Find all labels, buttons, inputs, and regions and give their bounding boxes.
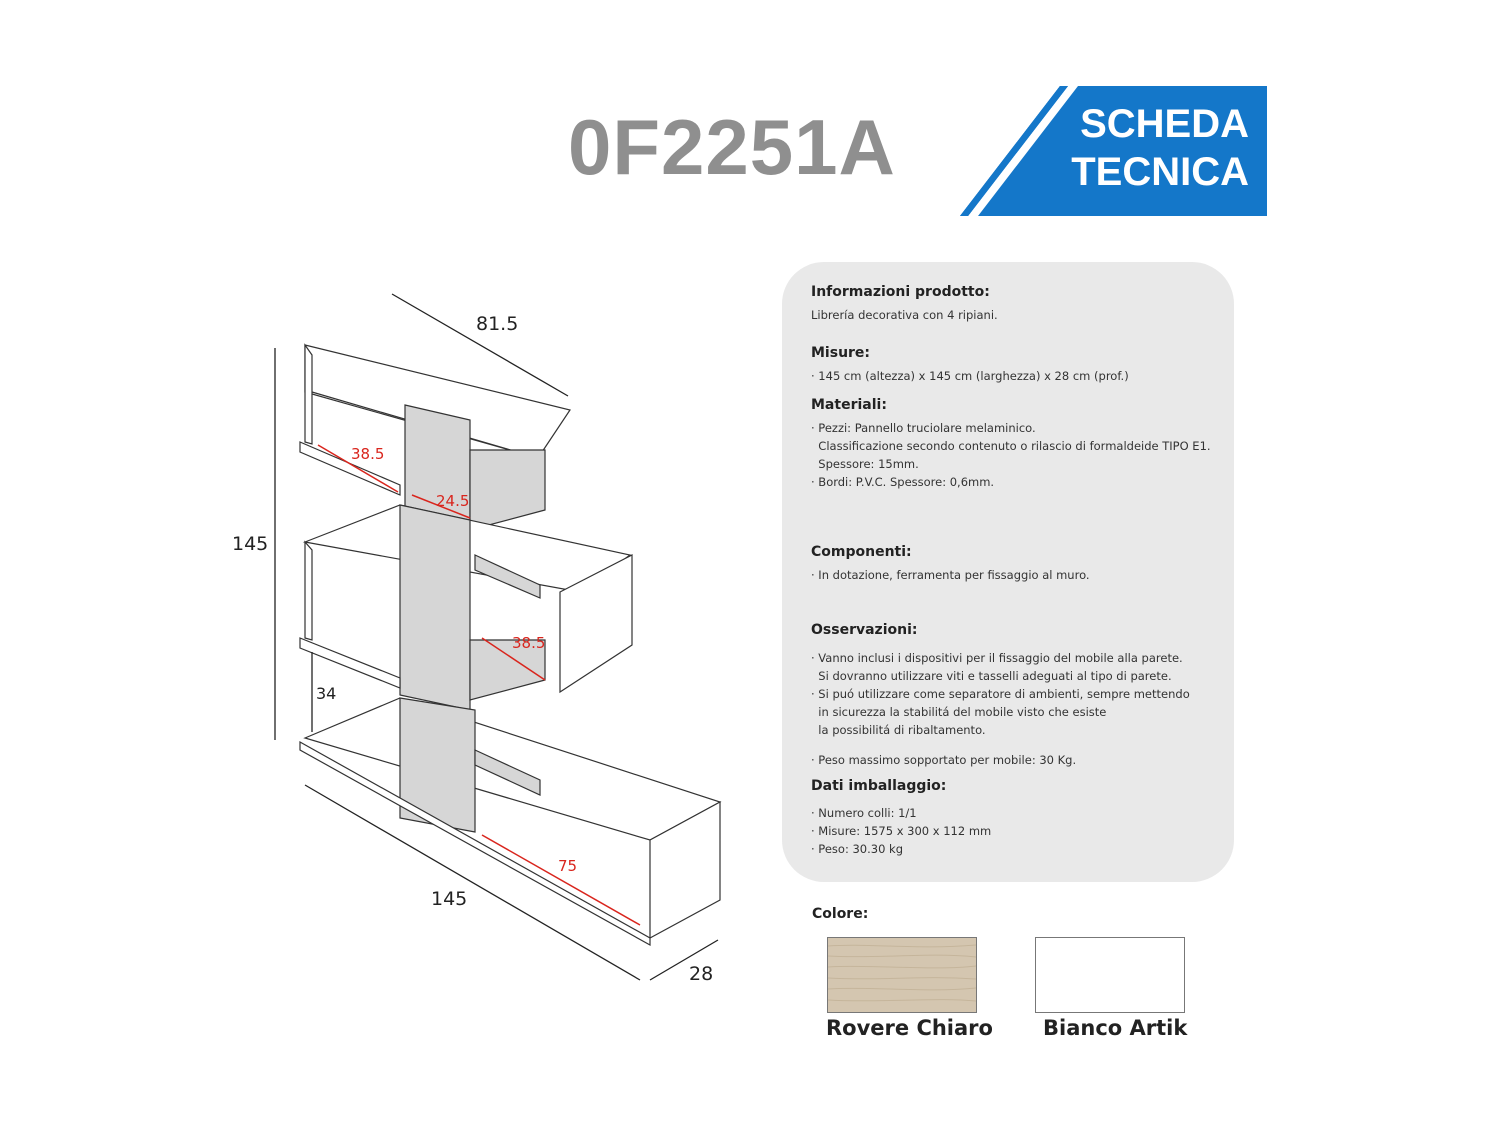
section-title-info: Informazioni prodotto: bbox=[811, 284, 990, 300]
dim-shelf-height: 34 bbox=[316, 684, 337, 703]
osservazioni-line: · Vanno inclusi i dispositivi per il fissaggio del mobile alla parete. bbox=[811, 651, 1183, 665]
dim-inner-depth-top: 38.5 bbox=[351, 445, 385, 463]
dim-depth: 28 bbox=[689, 963, 714, 985]
imballaggio-line: · Peso: 30.30 kg bbox=[811, 842, 904, 856]
imballaggio-line: · Misure: 1575 x 300 x 112 mm bbox=[811, 824, 992, 838]
dim-bottom-inner: 75 bbox=[558, 857, 578, 875]
misure-line: · 145 cm (altezza) x 145 cm (larghezza) x 28 cm (prof.) bbox=[811, 369, 1129, 383]
componenti-line: · In dotazione, ferramenta per fissaggio al muro. bbox=[811, 568, 1090, 582]
osservazioni-line: · Peso massimo sopportato per mobile: 30 Kg. bbox=[811, 753, 1077, 767]
materiali-line: Classificazione secondo contenuto o rilascio di formaldeide TIPO E1. bbox=[811, 439, 1211, 453]
section-title-materiali: Materiali: bbox=[811, 397, 887, 413]
swatch-label-bianco: Bianco Artik bbox=[1043, 1016, 1188, 1040]
section-title-componenti: Componenti: bbox=[811, 544, 912, 560]
product-code: 0F2251A bbox=[568, 103, 896, 191]
osservazioni-line: Si dovranno utilizzare viti e tasselli adeguati al tipo di parete. bbox=[811, 669, 1172, 683]
materiali-line: · Bordi: P.V.C. Spessore: 0,6mm. bbox=[811, 475, 995, 489]
osservazioni-line: · Si puó utilizzare come separatore di ambienti, sempre mettendo bbox=[811, 687, 1190, 701]
info-panel bbox=[782, 262, 1234, 882]
dim-total-width: 145 bbox=[431, 888, 468, 910]
section-title-osservazioni: Osservazioni: bbox=[811, 622, 918, 638]
badge-line-2: TECNICA bbox=[1071, 150, 1249, 194]
swatch-bianco-artik[interactable] bbox=[1035, 937, 1185, 1013]
materiali-line: Spessore: 15mm. bbox=[811, 457, 919, 471]
scheda-tecnica-badge bbox=[960, 86, 1267, 216]
section-title-misure: Misure: bbox=[811, 345, 871, 361]
imballaggio-line: · Numero colli: 1/1 bbox=[811, 806, 917, 820]
badge-line-1: SCHEDA bbox=[1080, 102, 1249, 146]
osservazioni-line: la possibilitá di ribaltamento. bbox=[811, 723, 986, 737]
osservazioni-line: in sicurezza la stabilitá del mobile visto che esiste bbox=[811, 705, 1107, 719]
dim-total-height: 145 bbox=[232, 533, 269, 555]
technical-drawing bbox=[220, 280, 740, 1004]
dim-inner-depth-right: 38.5 bbox=[512, 634, 546, 652]
wood-texture bbox=[828, 938, 976, 1012]
colore-title: Colore: bbox=[812, 906, 869, 922]
swatch-rovere-chiaro[interactable] bbox=[827, 937, 977, 1013]
bookcase-drawing bbox=[220, 280, 740, 1000]
info-line: Librería decorativa con 4 ripiani. bbox=[811, 308, 998, 322]
swatch-label-rovere: Rovere Chiaro bbox=[826, 1016, 993, 1040]
dim-top-width: 81.5 bbox=[476, 313, 519, 335]
materiali-line: · Pezzi: Pannello truciolare melaminico. bbox=[811, 421, 1036, 435]
section-title-imballaggio: Dati imballaggio: bbox=[811, 778, 947, 794]
dim-inner-width-mid: 24.5 bbox=[436, 492, 470, 510]
